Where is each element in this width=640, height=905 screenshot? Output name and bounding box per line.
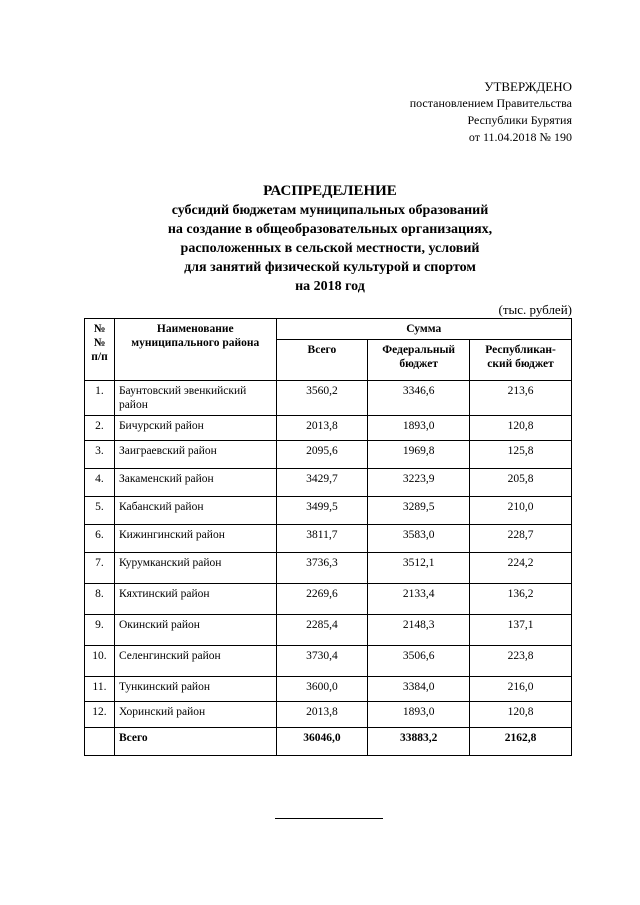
row-number: 11.: [85, 677, 115, 702]
table-row: [85, 381, 572, 416]
row-republic: 136,2: [470, 584, 572, 615]
row-federal: 3346,6: [368, 381, 470, 416]
total-federal: 33883,2: [368, 728, 470, 756]
row-total: 2013,8: [276, 702, 368, 728]
row-total: 3429,7: [276, 469, 368, 497]
row-federal: 2148,3: [368, 615, 470, 646]
title-line-1: субсидий бюджетам муниципальных образований: [171, 203, 489, 218]
row-district: Кижингинский район: [114, 525, 276, 553]
table-row: [85, 469, 572, 497]
row-total: 2285,4: [276, 615, 368, 646]
row-federal: 2133,4: [368, 584, 470, 615]
title-line-4: для занятий физической культурой и спортом: [184, 260, 476, 275]
total-row: [85, 728, 572, 756]
table-row: [85, 441, 572, 469]
approval-line-2: Республики Бурятия: [467, 113, 572, 127]
row-federal: 1893,0: [368, 416, 470, 441]
row-total: 3600,0: [276, 677, 368, 702]
row-total: 3560,2: [276, 381, 368, 416]
row-federal: 3583,0: [368, 525, 470, 553]
row-district: Кабанский район: [114, 497, 276, 525]
total-number: [85, 728, 115, 756]
row-number: 4.: [85, 469, 115, 497]
title-heading: РАСПРЕДЕЛЕНИЕ: [263, 183, 397, 199]
total-sum: 36046,0: [276, 728, 368, 756]
header-name: Наименование муниципального района: [114, 319, 276, 381]
row-number: 8.: [85, 584, 115, 615]
row-number: 5.: [85, 497, 115, 525]
row-republic: 120,8: [470, 416, 572, 441]
row-republic: 223,8: [470, 646, 572, 677]
row-total: 2269,6: [276, 584, 368, 615]
row-total: 2095,6: [276, 441, 368, 469]
row-number: 2.: [85, 416, 115, 441]
row-republic: 205,8: [470, 469, 572, 497]
header-total: Всего: [276, 340, 368, 381]
header-num: №№ п/п: [85, 319, 115, 381]
approval-title: УТВЕРЖДЕНО: [484, 79, 572, 94]
table-row: [85, 553, 572, 584]
row-republic: 120,8: [470, 702, 572, 728]
row-republic: 213,6: [470, 381, 572, 416]
row-federal: 1969,8: [368, 441, 470, 469]
table-row: [85, 677, 572, 702]
row-district: Заиграевский район: [114, 441, 276, 469]
table-row: [85, 497, 572, 525]
row-number: 10.: [85, 646, 115, 677]
row-number: 6.: [85, 525, 115, 553]
document-title: [60, 182, 600, 296]
approval-line-3: от 11.04.2018 № 190: [468, 130, 572, 144]
total-republic: 2162,8: [470, 728, 572, 756]
approval-line-1: постановлением Правительства: [409, 96, 572, 110]
title-line-2: на создание в общеобразовательных организациях,: [167, 222, 493, 237]
title-line-3: расположенных в сельской местности, условий: [180, 241, 480, 256]
closing-divider: [275, 818, 383, 819]
total-label: Всего: [114, 728, 276, 756]
row-district: Селенгинский район: [114, 646, 276, 677]
row-republic: 137,1: [470, 615, 572, 646]
table-row: [85, 584, 572, 615]
row-number: 3.: [85, 441, 115, 469]
title-line-5: на 2018 год: [295, 279, 365, 294]
row-number: 9.: [85, 615, 115, 646]
header-federal: Федеральный бюджет: [368, 340, 470, 381]
row-number: 12.: [85, 702, 115, 728]
row-republic: 224,2: [470, 553, 572, 584]
units-label: (тыс. рублей): [498, 302, 572, 317]
row-number: 7.: [85, 553, 115, 584]
distribution-table: [84, 318, 572, 756]
row-federal: 3289,5: [368, 497, 470, 525]
row-district: Баунтовский эвенкийский район: [114, 381, 276, 416]
row-republic: 125,8: [470, 441, 572, 469]
row-total: 2013,8: [276, 416, 368, 441]
table-row: [85, 646, 572, 677]
table-row: [85, 615, 572, 646]
row-total: 3736,3: [276, 553, 368, 584]
row-republic: 216,0: [470, 677, 572, 702]
table-row: [85, 702, 572, 728]
row-republic: 210,0: [470, 497, 572, 525]
row-federal: 3512,1: [368, 553, 470, 584]
row-federal: 3506,6: [368, 646, 470, 677]
row-district: Закаменский район: [114, 469, 276, 497]
row-total: 3811,7: [276, 525, 368, 553]
row-district: Тункинский район: [114, 677, 276, 702]
approval-stamp: [410, 78, 572, 146]
row-number: 1.: [85, 381, 115, 416]
header-republic: Республикан-ский бюджет: [470, 340, 572, 381]
table-row: [85, 525, 572, 553]
row-district: Бичурский район: [114, 416, 276, 441]
table-row: [85, 416, 572, 441]
row-district: Хоринский район: [114, 702, 276, 728]
row-total: 3499,5: [276, 497, 368, 525]
table-header-row: [85, 319, 572, 340]
row-federal: 3223,9: [368, 469, 470, 497]
row-total: 3730,4: [276, 646, 368, 677]
row-district: Курумканский район: [114, 553, 276, 584]
row-federal: 3384,0: [368, 677, 470, 702]
row-republic: 228,7: [470, 525, 572, 553]
row-federal: 1893,0: [368, 702, 470, 728]
row-district: Кяхтинский район: [114, 584, 276, 615]
row-district: Окинский район: [114, 615, 276, 646]
header-sum: Сумма: [276, 319, 571, 340]
